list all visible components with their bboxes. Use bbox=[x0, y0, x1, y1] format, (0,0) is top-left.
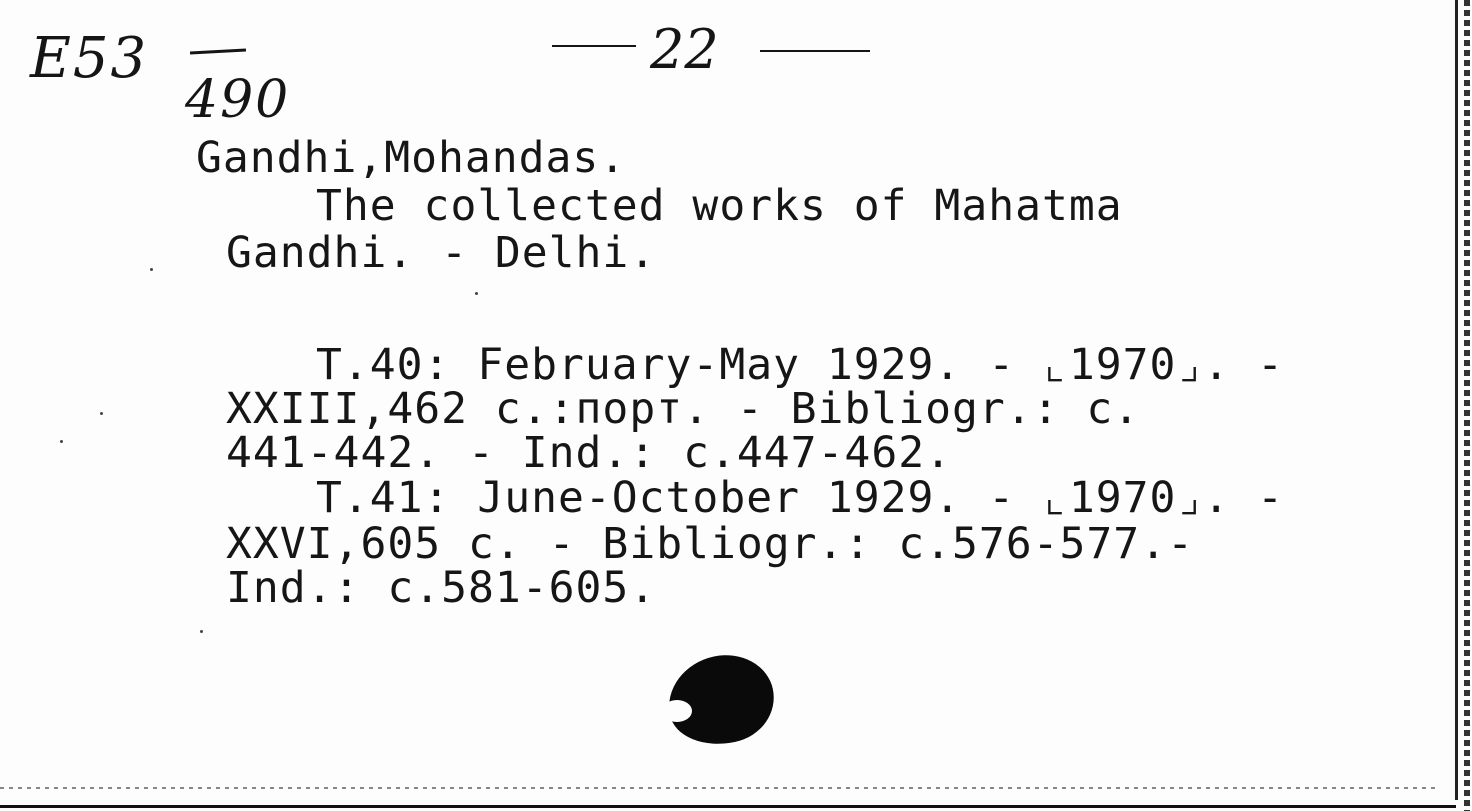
scan-border-right bbox=[1464, 0, 1470, 811]
speck bbox=[475, 292, 478, 295]
call-number-divider bbox=[190, 49, 246, 55]
speck bbox=[200, 630, 203, 633]
scan-border-bottom bbox=[0, 787, 1440, 789]
page-number-dash-left bbox=[552, 45, 636, 47]
call-number-bottom: 490 bbox=[185, 70, 291, 130]
punch-hole-notch bbox=[662, 700, 692, 722]
page-number-dash-right bbox=[760, 50, 870, 52]
card-bottom-edge bbox=[0, 805, 1456, 808]
author-heading: Gandhi,Mohandas. bbox=[196, 133, 627, 183]
card-right-edge bbox=[1455, 0, 1458, 800]
title-line-2: Gandhi. - Delhi. bbox=[226, 228, 657, 278]
speck bbox=[60, 440, 63, 443]
volume-40-line-2: XXIII,462 c.:порт. - Bibliogr.: c. bbox=[226, 384, 1141, 434]
volume-41-line-3: Ind.: c.581-605. bbox=[226, 563, 657, 613]
volume-40-line-3: 441-442. - Ind.: c.447-462. bbox=[226, 428, 952, 478]
volume-41-line-1: T.41: June-October 1929. - ⌞1970⌟. - bbox=[316, 473, 1284, 523]
speck bbox=[150, 268, 153, 271]
volume-41-line-2: XXVI,605 c. - Bibliogr.: c.576-577.- bbox=[226, 519, 1194, 569]
speck bbox=[100, 412, 103, 415]
volume-40-line-1: T.40: February-May 1929. - ⌞1970⌟. - bbox=[316, 340, 1284, 390]
page-number: 22 bbox=[650, 18, 719, 81]
title-line-1: The collected works of Mahatma bbox=[316, 181, 1123, 231]
call-number-top: E53 bbox=[30, 26, 149, 91]
